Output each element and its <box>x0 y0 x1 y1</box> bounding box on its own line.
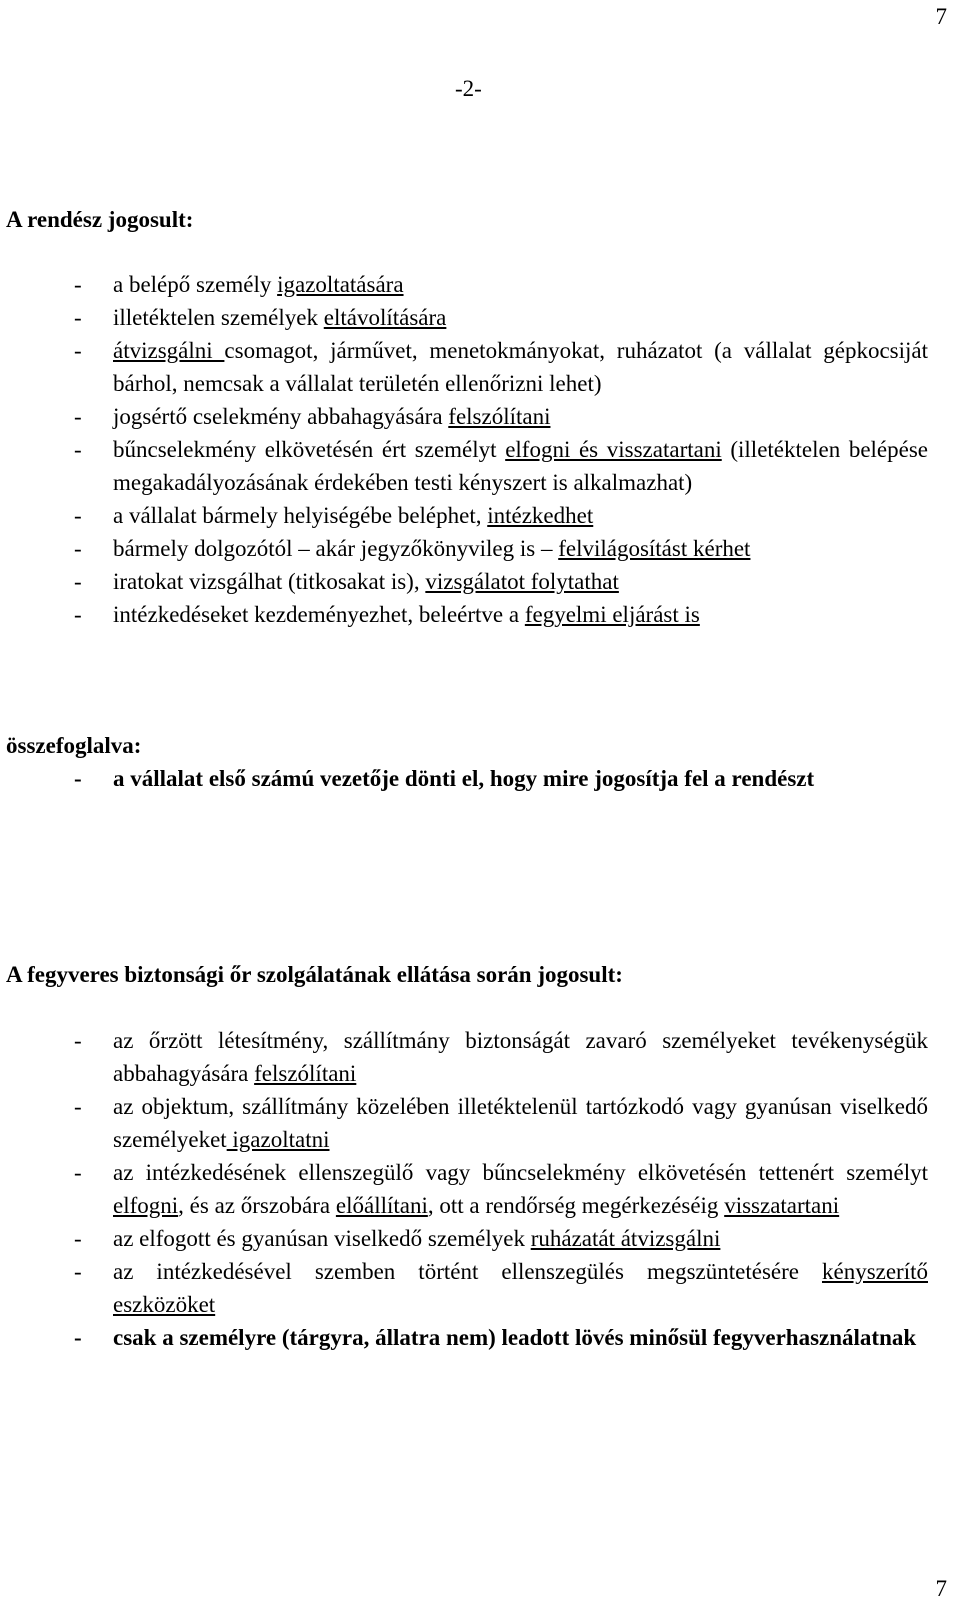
list-item <box>0 499 928 532</box>
page-number-bottom: 7 <box>935 1576 947 1601</box>
list-dash: - <box>74 602 82 627</box>
list-item <box>0 1024 928 1090</box>
list-item <box>0 532 928 565</box>
section1-heading: A rendész jogosult: <box>6 207 194 232</box>
list-item <box>0 1255 928 1321</box>
item-text: bűncselekmény elkövetésén ért személyt <box>113 437 506 462</box>
item-underlined-text: ruházatát átvizsgálni <box>530 1226 721 1251</box>
list-item <box>0 334 928 400</box>
item-underlined-text: vizsgálatot folytathat <box>425 569 619 594</box>
list-item <box>0 400 928 433</box>
list-dash: - <box>74 1325 82 1350</box>
item-underlined-text: átvizsgálni <box>113 338 225 363</box>
list-item <box>0 1090 928 1156</box>
list-dash: - <box>74 503 82 528</box>
item-text: a vállalat bármely helyiségébe beléphet, <box>113 503 488 528</box>
list-item <box>0 1156 928 1222</box>
list-item <box>0 762 928 795</box>
item-underlined-text: előállítani <box>335 1193 428 1218</box>
item-text: csak a személyre (tárgyra, állatra nem) leadott lövés minősül fegyverhasználatnak <box>113 1325 917 1350</box>
list-item <box>0 1222 928 1255</box>
list-dash: - <box>74 437 82 462</box>
item-underlined-text: felszólítani <box>254 1061 357 1086</box>
list-dash: - <box>74 536 82 561</box>
item-text: jogsértő cselekmény abbahagyására <box>113 404 449 429</box>
list-dash: - <box>74 1094 82 1119</box>
list-dash: - <box>74 766 82 791</box>
list-dash: - <box>74 305 82 330</box>
item-underlined-text: kényszerítő eszközöket <box>113 1259 928 1317</box>
list-item <box>0 268 928 301</box>
item-underlined-text: elfogni és visszatartani <box>505 437 722 462</box>
summary-heading: összefoglalva: <box>6 733 142 758</box>
item-underlined-text: igazoltatni <box>226 1127 330 1152</box>
item-text: az őrzött létesítmény, szállítmány biztonságát zavaró személyeket tevékenységük abbahagyására <box>113 1028 928 1086</box>
item-text: intézkedéseket kezdeményezhet, beleértve a <box>113 602 525 627</box>
item-text: illetéktelen személyek <box>113 305 324 330</box>
list-dash: - <box>74 1226 82 1251</box>
section2-list <box>0 1024 928 1354</box>
list-item <box>0 598 928 631</box>
list-dash: - <box>74 272 82 297</box>
item-text: az intézkedésének ellenszegülő vagy bűncselekmény elkövetésén tettenért személyt <box>113 1160 928 1185</box>
item-underlined-text: felvilágosítást kérhet <box>558 536 751 561</box>
list-item <box>0 433 928 499</box>
item-underlined-text: eltávolítására <box>323 305 447 330</box>
list-dash: - <box>74 404 82 429</box>
list-item <box>0 301 928 334</box>
item-underlined-text: fegyelmi eljárást is <box>524 602 700 627</box>
item-text: bármely dolgozótól – akár jegyzőkönyvileg is – <box>113 536 559 561</box>
list-dash: - <box>74 338 82 363</box>
list-dash: - <box>74 1259 82 1284</box>
section1-list <box>0 268 928 631</box>
page-number-center: -2- <box>455 76 482 101</box>
item-underlined-text: elfogni <box>113 1193 179 1218</box>
item-underlined-text: igazoltatására <box>277 272 404 297</box>
item-text: az intézkedésével szemben történt ellenszegülés megszüntetésére <box>113 1259 822 1284</box>
item-text: a vállalat első számú vezetője dönti el, hogy mire jogosítja fel a rendészt <box>113 766 815 791</box>
item-underlined-text: intézkedhet <box>487 503 594 528</box>
item-text: csomagot, járművet, menetokmányokat, ruházatot (a vállalat gépkocsiját bárhol, nemcsak a vállalat területén ellenőrizni lehet) <box>113 338 929 396</box>
item-text: iratokat vizsgálhat (titkosakat is), <box>113 569 426 594</box>
item-text: , és az őrszobára <box>178 1193 336 1218</box>
item-text: a belépő személy <box>113 272 278 297</box>
item-text: az elfogott és gyanúsan viselkedő személyek <box>113 1226 531 1251</box>
section2-heading: A fegyveres biztonsági őr szolgálatának ellátása során jogosult: <box>6 962 623 987</box>
page-number-top: 7 <box>935 4 947 29</box>
list-dash: - <box>74 1028 82 1053</box>
item-underlined-text: felszólítani <box>448 404 551 429</box>
list-dash: - <box>74 569 82 594</box>
list-item <box>0 1321 928 1354</box>
summary-list <box>0 762 928 795</box>
item-text: (illetéktelen belépése megakadályozásának érdekében testi kényszert is alkalmazhat) <box>113 437 929 495</box>
list-dash: - <box>74 1160 82 1185</box>
list-item <box>0 565 928 598</box>
item-text: , ott a rendőrség megérkezéséig <box>427 1193 725 1218</box>
item-underlined-text: visszatartani <box>724 1193 840 1218</box>
item-text: az objektum, szállítmány közelében illetéktelenül tartózkodó vagy gyanúsan viselkedő személyeket <box>113 1094 928 1152</box>
